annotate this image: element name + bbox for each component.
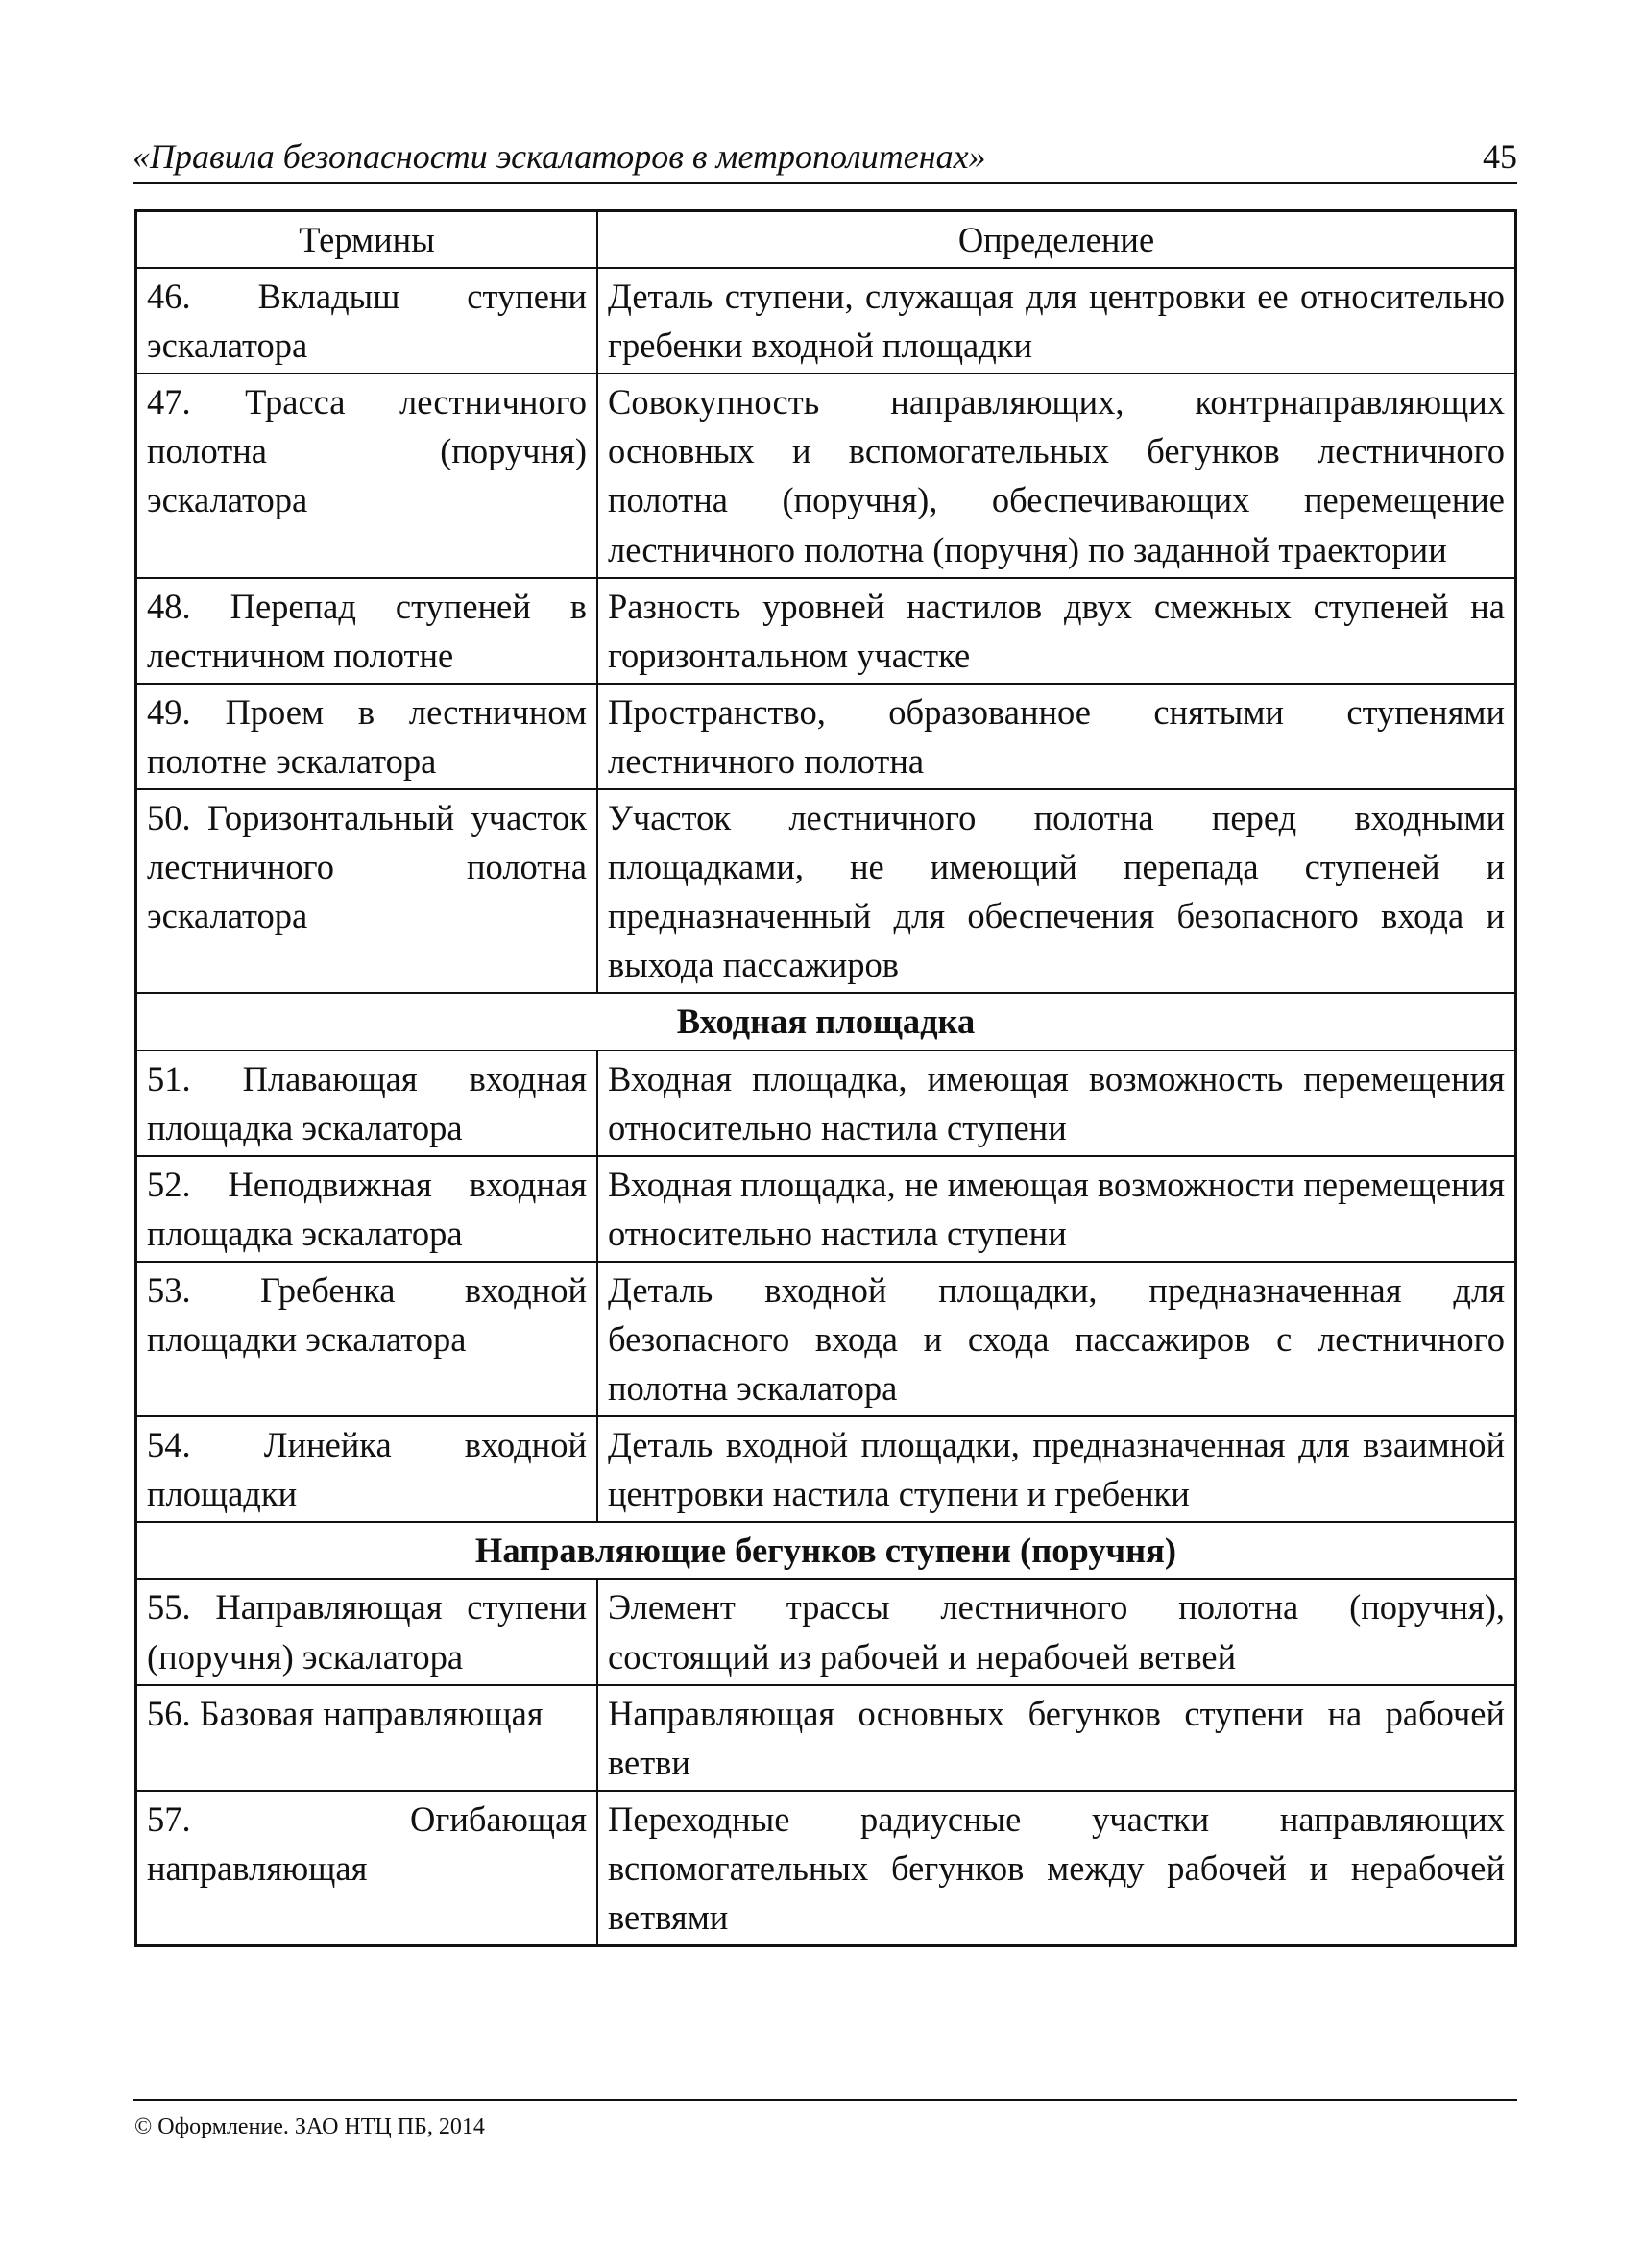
footer-copyright: © Оформление. ЗАО НТЦ ПБ, 2014 — [134, 2114, 485, 2139]
table-row — [137, 1791, 1514, 1944]
table-row — [137, 1416, 1514, 1522]
table-row — [137, 1050, 1514, 1156]
table-row — [137, 268, 1514, 374]
definition-cell: Пространство, образованное снятыми ступенями лестничного полотна — [597, 684, 1514, 789]
term-cell: 53. Гребенка входной площадки эскалатора — [137, 1262, 597, 1416]
definition-cell: Совокупность направляющих, контрнаправляющих основных и вспомогательных бегунков лестничного полотна (поручня), обеспечивающих перемещение лестничного полотна (поручня) по заданной траектории — [597, 374, 1514, 577]
footer-rule — [133, 2099, 1517, 2101]
document-title: «Правила безопасности эскалаторов в метрополитенах» — [133, 137, 986, 176]
term-cell: 50. Горизонтальный участок лестничного полотна эскалатора — [137, 789, 597, 993]
table-header-row — [137, 212, 1514, 268]
table-row — [137, 1685, 1514, 1791]
section-heading: Входная площадка — [137, 993, 1514, 1050]
terms-table-body — [137, 268, 1514, 1944]
section-heading: Направляющие бегунков ступени (поручня) — [137, 1522, 1514, 1579]
definition-cell: Участок лестничного полотна перед входными площадками, не имеющий перепада ступеней и предназначенный для обеспечения безопасного входа и выхода пассажиров — [597, 789, 1514, 993]
term-cell: 49. Проем в лестничном полотне эскалатора — [137, 684, 597, 789]
term-cell: 52. Неподвижная входная площадка эскалатора — [137, 1156, 597, 1262]
table-row — [137, 789, 1514, 993]
column-header-definition: Определение — [597, 212, 1514, 268]
definition-cell: Деталь ступени, служащая для центровки ее относительно гребенки входной площадки — [597, 268, 1514, 374]
table-row — [137, 374, 1514, 577]
term-cell: 57. Огибающая направляющая — [137, 1791, 597, 1944]
term-cell: 47. Трасса лестничного полотна (поручня) эскалатора — [137, 374, 597, 577]
page-header — [133, 125, 1517, 184]
definition-cell: Входная площадка, имеющая возможность перемещения относительно настила ступени — [597, 1050, 1514, 1156]
definition-cell: Переходные радиусные участки направляющих вспомогательных бегунков между рабочей и нерабочей ветвями — [597, 1791, 1514, 1944]
column-header-terms: Термины — [137, 212, 597, 268]
section-row — [137, 993, 1514, 1050]
terms-table — [137, 212, 1514, 1944]
section-row — [137, 1522, 1514, 1579]
table-row — [137, 1579, 1514, 1684]
term-cell: 54. Линейка входной площадки — [137, 1416, 597, 1522]
terms-table-frame — [134, 209, 1517, 1947]
definition-cell: Деталь входной площадки, предназначенная для безопасного входа и схода пассажиров с лестничного полотна эскалатора — [597, 1262, 1514, 1416]
table-row — [137, 1156, 1514, 1262]
definition-cell: Деталь входной площадки, предназначенная для взаимной центровки настила ступени и гребенки — [597, 1416, 1514, 1522]
page-number: 45 — [1483, 137, 1517, 176]
term-cell: 56. Базовая направляющая — [137, 1685, 597, 1791]
term-cell: 55. Направляющая ступени (поручня) эскалатора — [137, 1579, 597, 1684]
definition-cell: Входная площадка, не имеющая возможности перемещения относительно настила ступени — [597, 1156, 1514, 1262]
definition-cell: Направляющая основных бегунков ступени на рабочей ветви — [597, 1685, 1514, 1791]
term-cell: 48. Перепад ступеней в лестничном полотне — [137, 578, 597, 684]
definition-cell: Разность уровней настилов двух смежных ступеней на горизонтальном участке — [597, 578, 1514, 684]
term-cell: 51. Плавающая входная площадка эскалатора — [137, 1050, 597, 1156]
table-row — [137, 684, 1514, 789]
table-row — [137, 578, 1514, 684]
term-cell: 46. Вкладыш ступени эскалатора — [137, 268, 597, 374]
definition-cell: Элемент трассы лестничного полотна (поручня), состоящий из рабочей и нерабочей ветвей — [597, 1579, 1514, 1684]
table-row — [137, 1262, 1514, 1416]
